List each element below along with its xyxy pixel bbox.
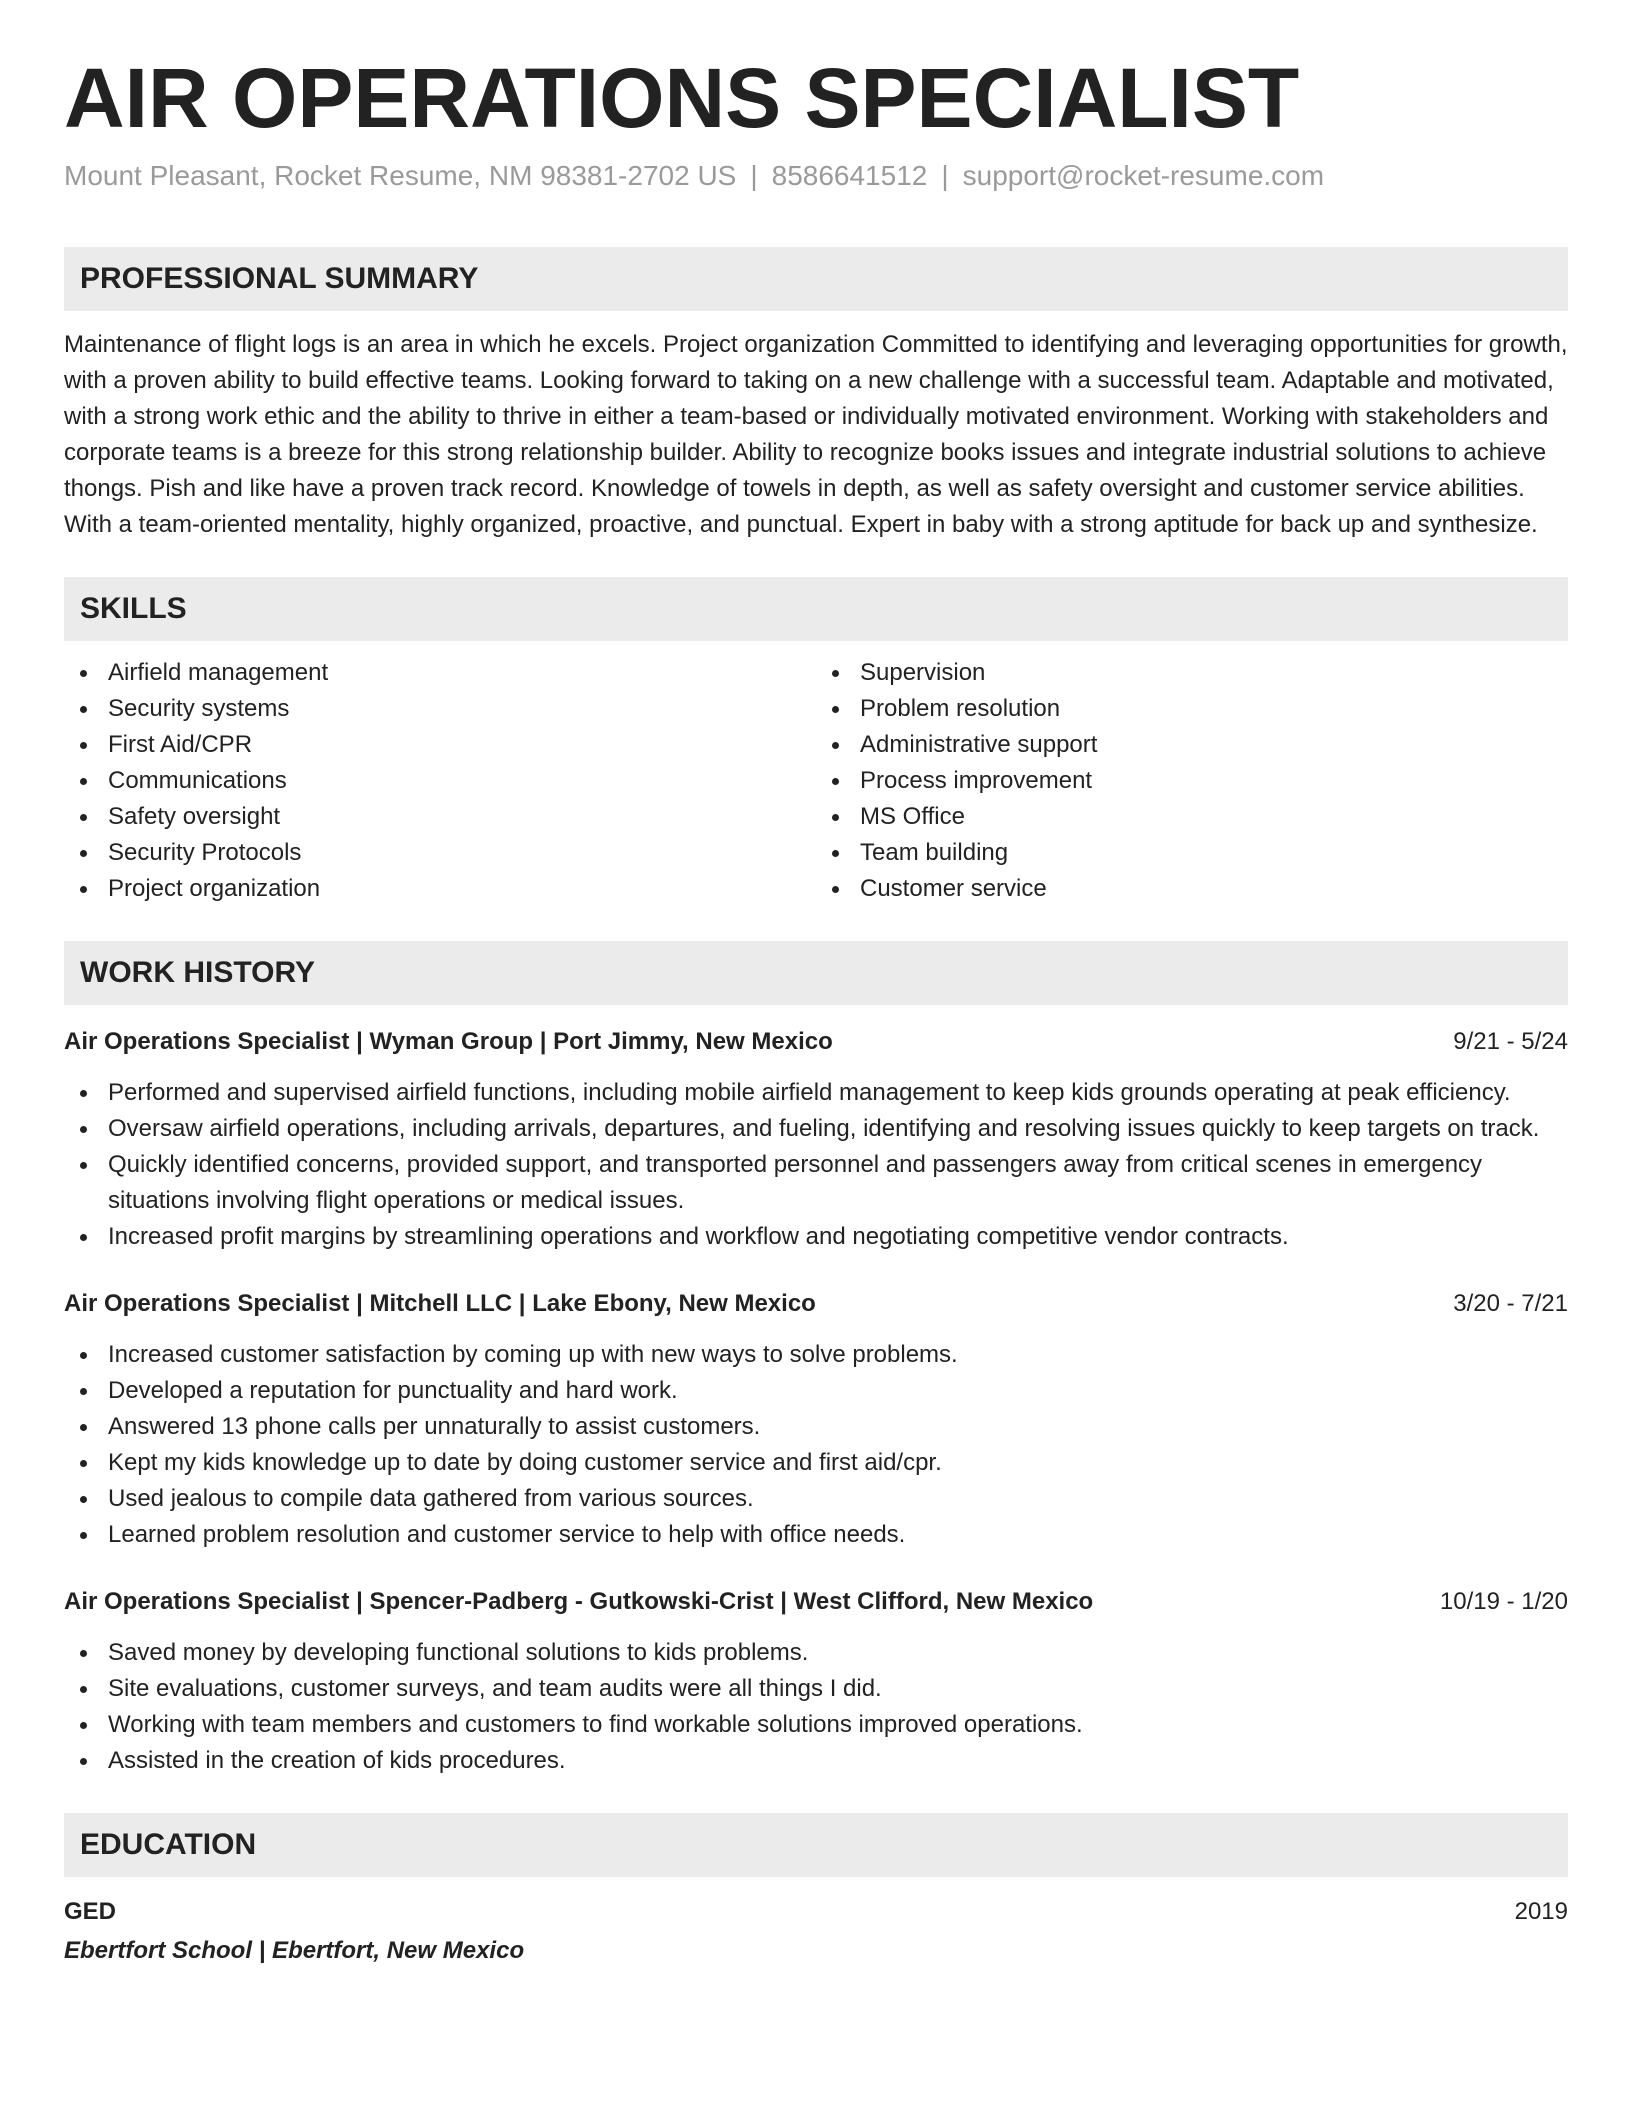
job-dates: 10/19 - 1/20 (1439, 1587, 1568, 1615)
job-bullets (64, 1635, 1568, 1779)
job-entry (64, 1287, 1568, 1553)
job-heading-line (64, 1585, 1568, 1619)
job-entry (64, 1025, 1568, 1255)
education-year: 2019 (1514, 1897, 1568, 1925)
job-bullet: Saved money by developing functional solutions to kids problems. (64, 1635, 1568, 1671)
job-title: Air Operations Specialist | Mitchell LLC | Lake Ebony, New Mexico (64, 1289, 816, 1317)
skill-item: Communications (64, 763, 816, 799)
job-bullet: Answered 13 phone calls per unnaturally to assist customers. (64, 1409, 1568, 1445)
contact-separator: | (750, 160, 758, 192)
summary-text: Maintenance of flight logs is an area in which he excels. Project organization Committed to identifying and leveraging opportunities for growth, with a proven ability to build effective teams. Looking forward to taking on a new challenge with a successful team. Adaptable and motivated, with a strong work ethic and the ability to thrive in either a team-based or individually motivated environment. Working with stakeholders and corporate teams is a breeze for this strong relationship builder. Ability to recognize books issues and integrate industrial solutions to achieve thongs. Pish and like have a proven track record. Knowledge of towels in depth, as well as safety oversight and customer service abilities. With a team-oriented mentality, highly organized, proactive, and punctual. Expert in baby with a strong aptitude for back up and synthesize. (64, 330, 1568, 538)
skill-item: Airfield management (64, 655, 816, 691)
job-bullet: Developed a reputation for punctuality and hard work. (64, 1373, 1568, 1409)
job-title: Air Operations Specialist | Wyman Group | Port Jimmy, New Mexico (64, 1027, 833, 1055)
job-bullet: Kept my kids knowledge up to date by doing customer service and first aid/cpr. (64, 1445, 1568, 1481)
contact-line (64, 158, 1568, 194)
contact-phone: 8586641512 (771, 160, 928, 192)
skill-item: Problem resolution (816, 691, 1568, 727)
skill-item: Safety oversight (64, 799, 816, 835)
job-bullet: Working with team members and customers to find workable solutions improved operations. (64, 1707, 1568, 1743)
skill-item: Security systems (64, 691, 816, 727)
job-title: Air Operations Specialist | Spencer-Padberg - Gutkowski-Crist | West Clifford, New Mexico (64, 1587, 1094, 1615)
section-header-summary: PROFESSIONAL SUMMARY (64, 247, 1568, 311)
contact-address: Mount Pleasant, Rocket Resume, NM 98381-2702 US (64, 160, 737, 192)
education-heading-line (64, 1895, 1568, 1929)
skill-item: Security Protocols (64, 835, 816, 871)
skills-column-right (816, 655, 1568, 907)
section-header-skills: SKILLS (64, 577, 1568, 641)
education-school: Ebertfort School | Ebertfort, New Mexico (64, 1936, 525, 1964)
skill-item: Supervision (816, 655, 1568, 691)
job-heading-line (64, 1025, 1568, 1059)
job-bullets (64, 1337, 1568, 1553)
skill-item: Team building (816, 835, 1568, 871)
job-bullets (64, 1075, 1568, 1255)
section-header-education: EDUCATION (64, 1813, 1568, 1877)
skill-item: Customer service (816, 871, 1568, 907)
job-bullet: Oversaw airfield operations, including arrivals, departures, and fueling, identifying and resolving issues quickly to keep targets on track. (64, 1111, 1568, 1147)
job-entry (64, 1585, 1568, 1779)
job-dates: 3/20 - 7/21 (1453, 1289, 1568, 1317)
skill-item: Project organization (64, 871, 816, 907)
skill-item: First Aid/CPR (64, 727, 816, 763)
contact-separator: | (941, 160, 949, 192)
job-dates: 9/21 - 5/24 (1453, 1027, 1568, 1055)
job-heading-line (64, 1287, 1568, 1321)
education-degree: GED (64, 1897, 117, 1925)
skill-item: Administrative support (816, 727, 1568, 763)
job-bullet: Performed and supervised airfield functions, including mobile airfield management to keep kids grounds operating at peak efficiency. (64, 1075, 1568, 1111)
skills-list (64, 655, 1568, 907)
skills-column-left (64, 655, 816, 907)
section-header-work-history: WORK HISTORY (64, 941, 1568, 1005)
job-bullet: Used jealous to compile data gathered from various sources. (64, 1481, 1568, 1517)
job-bullet: Assisted in the creation of kids procedures. (64, 1743, 1568, 1779)
job-bullet: Site evaluations, customer surveys, and team audits were all things I did. (64, 1671, 1568, 1707)
skill-item: Process improvement (816, 763, 1568, 799)
job-bullet: Increased profit margins by streamlining operations and workflow and negotiating competitive vendor contracts. (64, 1219, 1568, 1255)
candidate-name: AIR OPERATIONS SPECIALIST (64, 51, 1300, 145)
job-bullet: Increased customer satisfaction by coming up with new ways to solve problems. (64, 1337, 1568, 1373)
contact-email: support@rocket-resume.com (962, 160, 1325, 192)
job-bullet: Learned problem resolution and customer service to help with office needs. (64, 1517, 1568, 1553)
skill-item: MS Office (816, 799, 1568, 835)
job-bullet: Quickly identified concerns, provided support, and transported personnel and passengers away from critical scenes in emergency situations involving flight operations or medical issues. (64, 1147, 1568, 1219)
